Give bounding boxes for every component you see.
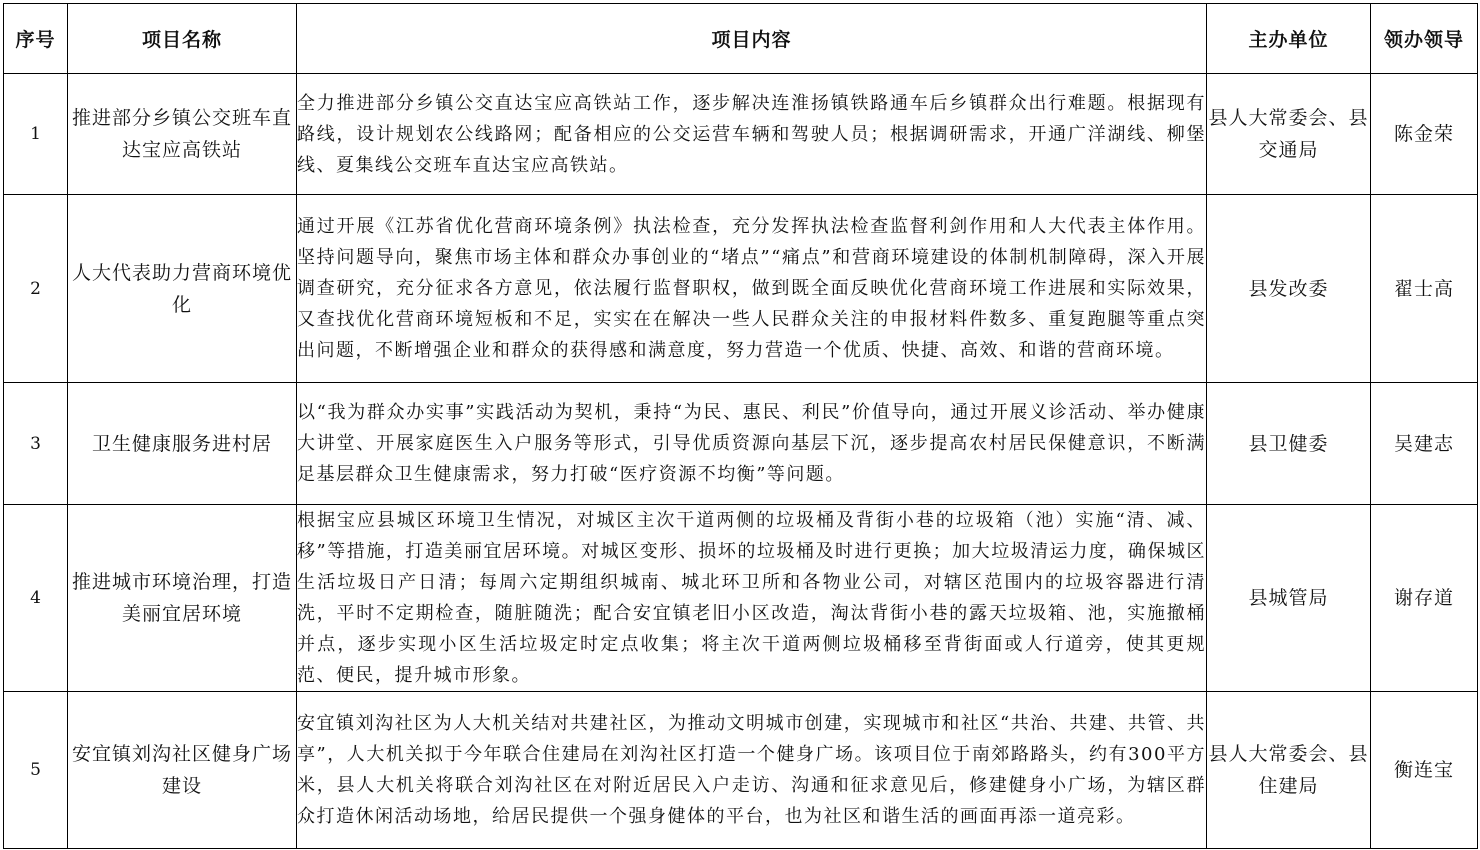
row-leader: 谢存道	[1371, 505, 1478, 692]
row-host-unit: 县人大常委会、县住建局	[1207, 692, 1371, 849]
header-host: 主办单位	[1207, 4, 1371, 74]
row-leader: 翟士高	[1371, 195, 1478, 383]
row-leader: 衡连宝	[1371, 692, 1478, 849]
table-row	[4, 505, 1478, 692]
table-row	[4, 195, 1478, 383]
header-name: 项目名称	[68, 4, 297, 74]
row-project-name: 推进部分乡镇公交班车直达宝应高铁站	[68, 74, 297, 195]
row-project-content: 全力推进部分乡镇公交直达宝应高铁站工作，逐步解决连淮扬镇铁路通车后乡镇群众出行难题。根据现有路线，设计规划农公线路网；配备相应的公交运营车辆和驾驶人员；根据调研需求，开通广洋湖线、柳堡线、夏集线公交班车直达宝应高铁站。	[297, 74, 1207, 195]
row-host-unit: 县发改委	[1207, 195, 1371, 383]
row-project-name: 安宜镇刘沟社区健身广场建设	[68, 692, 297, 849]
row-project-content: 根据宝应县城区环境卫生情况，对城区主次干道两侧的垃圾桶及背街小巷的垃圾箱（池）实施“清、减、移”等措施，打造美丽宜居环境。对城区变形、损坏的垃圾桶及时进行更换；加大垃圾清运力度，确保城区生活垃圾日产日清；每周六定期组织城南、城北环卫所和各物业公司，对辖区范围内的垃圾容器进行清洗，平时不定期检查，随脏随洗；配合安宜镇老旧小区改造，淘汰背街小巷的露天垃圾箱、池，实施撤桶并点，逐步实现小区生活垃圾定时定点收集；将主次干道两侧垃圾桶移至背街面或人行道旁，使其更规范、便民，提升城市形象。	[297, 505, 1207, 692]
header-index: 序号	[4, 4, 68, 74]
header-leader: 领办领导	[1371, 4, 1478, 74]
row-index: 4	[4, 505, 68, 692]
header-content: 项目内容	[297, 4, 1207, 74]
row-leader: 吴建志	[1371, 383, 1478, 505]
row-index: 5	[4, 692, 68, 849]
row-project-content: 安宜镇刘沟社区为人大机关结对共建社区，为推动文明城市创建，实现城市和社区“共治、共建、共管、共享”，人大机关拟于今年联合住建局在刘沟社区打造一个健身广场。该项目位于南郊路路头，约有300平方米，县人大机关将联合刘沟社区在对附近居民入户走访、沟通和征求意见后，修建健身小广场，为辖区群众打造休闲活动场地，给居民提供一个强身健体的平台，也为社区和谐生活的画面再添一道亮彩。	[297, 692, 1207, 849]
table-row	[4, 74, 1478, 195]
row-project-name: 推进城市环境治理，打造美丽宜居环境	[68, 505, 297, 692]
table-row	[4, 383, 1478, 505]
row-leader: 陈金荣	[1371, 74, 1478, 195]
row-index: 1	[4, 74, 68, 195]
row-project-content: 以“我为群众办实事”实践活动为契机，秉持“为民、惠民、利民”价值导向，通过开展义诊活动、举办健康大讲堂、开展家庭医生入户服务等形式，引导优质资源向基层下沉，逐步提高农村居民保健意识，不断满足基层群众卫生健康需求，努力打破“医疗资源不均衡”等问题。	[297, 383, 1207, 505]
project-table	[3, 3, 1478, 849]
row-host-unit: 县人大常委会、县交通局	[1207, 74, 1371, 195]
row-project-name: 人大代表助力营商环境优化	[68, 195, 297, 383]
table-header-row	[4, 4, 1478, 74]
table-row	[4, 692, 1478, 849]
row-index: 2	[4, 195, 68, 383]
row-host-unit: 县卫健委	[1207, 383, 1371, 505]
row-project-content: 通过开展《江苏省优化营商环境条例》执法检查，充分发挥执法检查监督利剑作用和人大代表主体作用。坚持问题导向，聚焦市场主体和群众办事创业的“堵点”“痛点”和营商环境建设的体制机制障碍，深入开展调查研究，充分征求各方意见，依法履行监督职权，做到既全面反映优化营商环境工作进展和实际效果，又查找优化营商环境短板和不足，实实在在解决一些人民群众关注的申报材料件数多、重复跑腿等重点突出问题，不断增强企业和群众的获得感和满意度，努力营造一个优质、快捷、高效、和谐的营商环境。	[297, 195, 1207, 383]
row-host-unit: 县城管局	[1207, 505, 1371, 692]
row-project-name: 卫生健康服务进村居	[68, 383, 297, 505]
row-index: 3	[4, 383, 68, 505]
